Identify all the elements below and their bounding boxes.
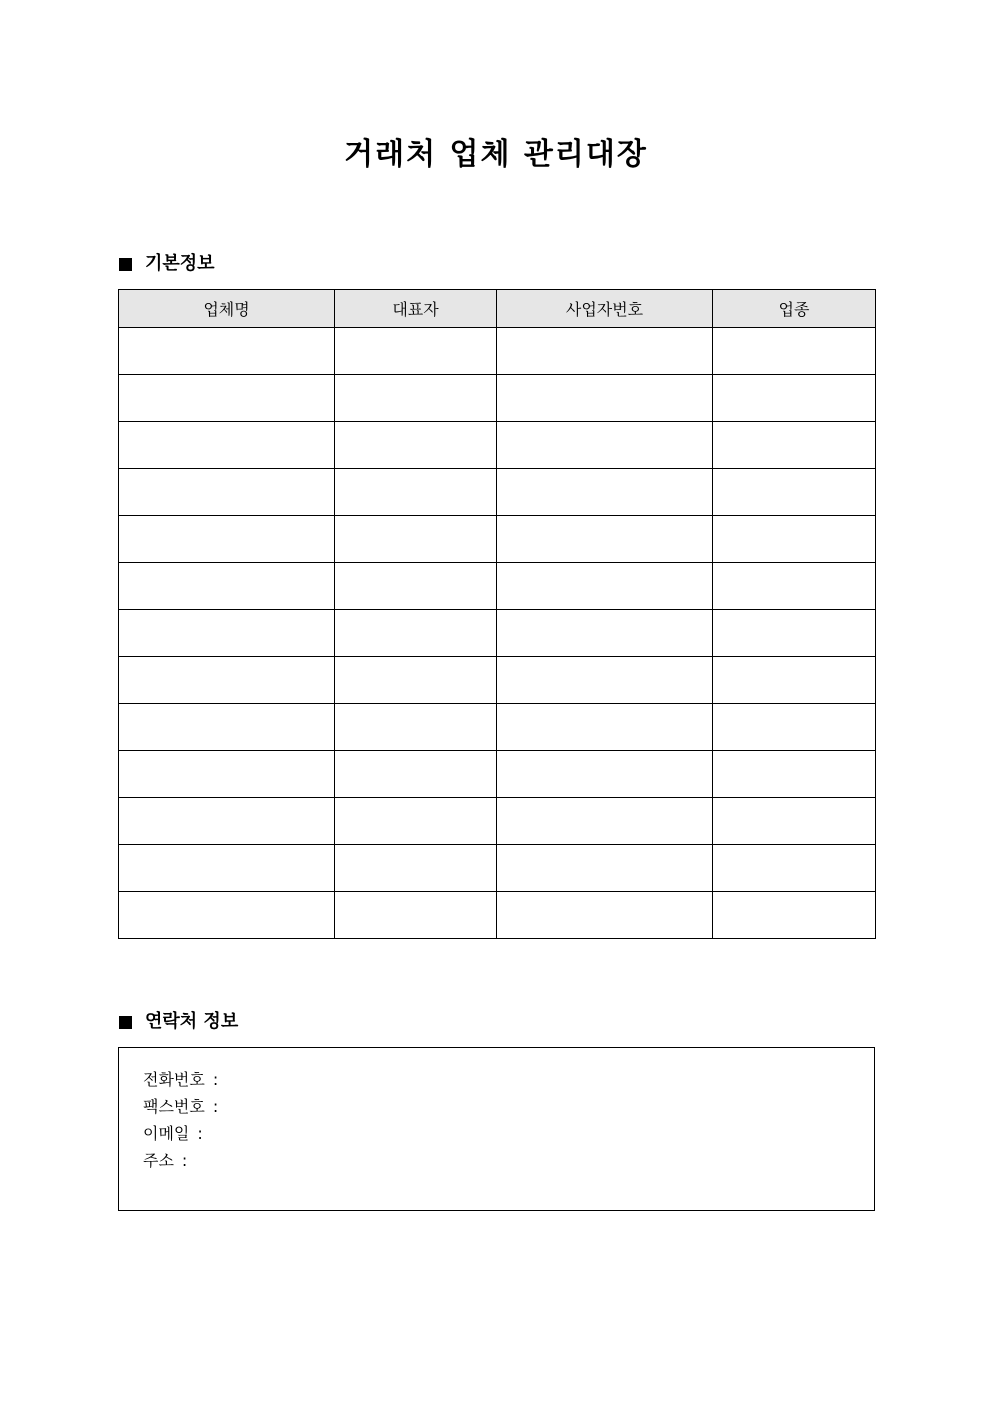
square-bullet-icon (119, 258, 132, 271)
table-cell[interactable] (119, 469, 335, 516)
basic-info-heading (119, 252, 215, 276)
table-row (119, 751, 876, 798)
table-cell[interactable] (497, 563, 713, 610)
contact-field-fax[interactable] (143, 1093, 218, 1120)
contact-field-label: 팩스번호 (143, 1097, 205, 1116)
table-cell[interactable] (713, 751, 876, 798)
table-row (119, 422, 876, 469)
basic-info-table (118, 289, 876, 939)
basic-info-table-body (119, 328, 876, 939)
contact-field-separator: : (181, 1151, 188, 1170)
table-cell[interactable] (713, 328, 876, 375)
basic-info-heading-text: 기본정보 (145, 253, 215, 274)
table-cell[interactable] (713, 610, 876, 657)
table-cell[interactable] (335, 375, 497, 422)
table-cell[interactable] (713, 798, 876, 845)
contact-field-separator: : (212, 1070, 219, 1089)
table-cell[interactable] (497, 892, 713, 939)
document-title: 거래처 업체 관리대장 (344, 137, 648, 172)
table-cell[interactable] (497, 516, 713, 563)
table-cell[interactable] (497, 704, 713, 751)
table-cell[interactable] (119, 563, 335, 610)
table-cell[interactable] (119, 516, 335, 563)
table-cell[interactable] (119, 328, 335, 375)
table-cell[interactable] (713, 516, 876, 563)
table-cell[interactable] (119, 892, 335, 939)
table-row (119, 563, 876, 610)
table-row (119, 375, 876, 422)
table-cell[interactable] (119, 422, 335, 469)
contact-info-heading-text: 연락처 정보 (145, 1011, 239, 1032)
table-cell[interactable] (335, 563, 497, 610)
table-cell[interactable] (713, 422, 876, 469)
table-cell[interactable] (119, 704, 335, 751)
square-bullet-icon (119, 1016, 132, 1029)
column-header-representative: 대표자 (335, 290, 497, 328)
table-cell[interactable] (119, 610, 335, 657)
column-header-industry: 업종 (713, 290, 876, 328)
table-cell[interactable] (497, 845, 713, 892)
table-cell[interactable] (335, 328, 497, 375)
table-cell[interactable] (497, 751, 713, 798)
table-row (119, 469, 876, 516)
table-cell[interactable] (497, 469, 713, 516)
table-cell[interactable] (497, 422, 713, 469)
table-row (119, 610, 876, 657)
table-cell[interactable] (713, 657, 876, 704)
table-cell[interactable] (335, 704, 497, 751)
table-cell[interactable] (713, 563, 876, 610)
contact-info-heading (119, 1010, 238, 1034)
table-cell[interactable] (335, 516, 497, 563)
table-row (119, 704, 876, 751)
table-row (119, 845, 876, 892)
contact-info-fields (143, 1066, 218, 1174)
table-cell[interactable] (335, 657, 497, 704)
table-cell[interactable] (335, 845, 497, 892)
table-cell[interactable] (713, 375, 876, 422)
table-cell[interactable] (335, 798, 497, 845)
contact-field-phone[interactable] (143, 1066, 218, 1093)
table-row (119, 798, 876, 845)
table-cell[interactable] (335, 610, 497, 657)
table-cell[interactable] (497, 798, 713, 845)
table-row (119, 657, 876, 704)
table-cell[interactable] (497, 375, 713, 422)
table-row (119, 516, 876, 563)
table-row (119, 328, 876, 375)
table-cell[interactable] (713, 845, 876, 892)
table-cell[interactable] (713, 892, 876, 939)
table-row (119, 892, 876, 939)
table-cell[interactable] (335, 469, 497, 516)
table-cell[interactable] (335, 422, 497, 469)
table-cell[interactable] (119, 845, 335, 892)
table-cell[interactable] (497, 610, 713, 657)
table-header-row (119, 290, 876, 328)
contact-field-separator: : (197, 1124, 203, 1143)
table-cell[interactable] (119, 657, 335, 704)
table-cell[interactable] (119, 751, 335, 798)
table-cell[interactable] (335, 751, 497, 798)
contact-field-email[interactable] (143, 1120, 218, 1147)
table-cell[interactable] (119, 375, 335, 422)
contact-field-label: 주소 (143, 1151, 174, 1170)
table-cell[interactable] (713, 469, 876, 516)
contact-field-label: 전화번호 (143, 1070, 205, 1089)
contact-info-box (118, 1047, 875, 1211)
column-header-business-number: 사업자번호 (497, 290, 713, 328)
table-cell[interactable] (335, 892, 497, 939)
table-cell[interactable] (497, 328, 713, 375)
contact-field-address[interactable] (143, 1147, 218, 1174)
contact-field-label: 이메일 (143, 1124, 190, 1143)
column-header-company-name: 업체명 (119, 290, 335, 328)
contact-field-separator: : (212, 1097, 219, 1116)
table-cell[interactable] (713, 704, 876, 751)
table-cell[interactable] (119, 798, 335, 845)
table-cell[interactable] (497, 657, 713, 704)
